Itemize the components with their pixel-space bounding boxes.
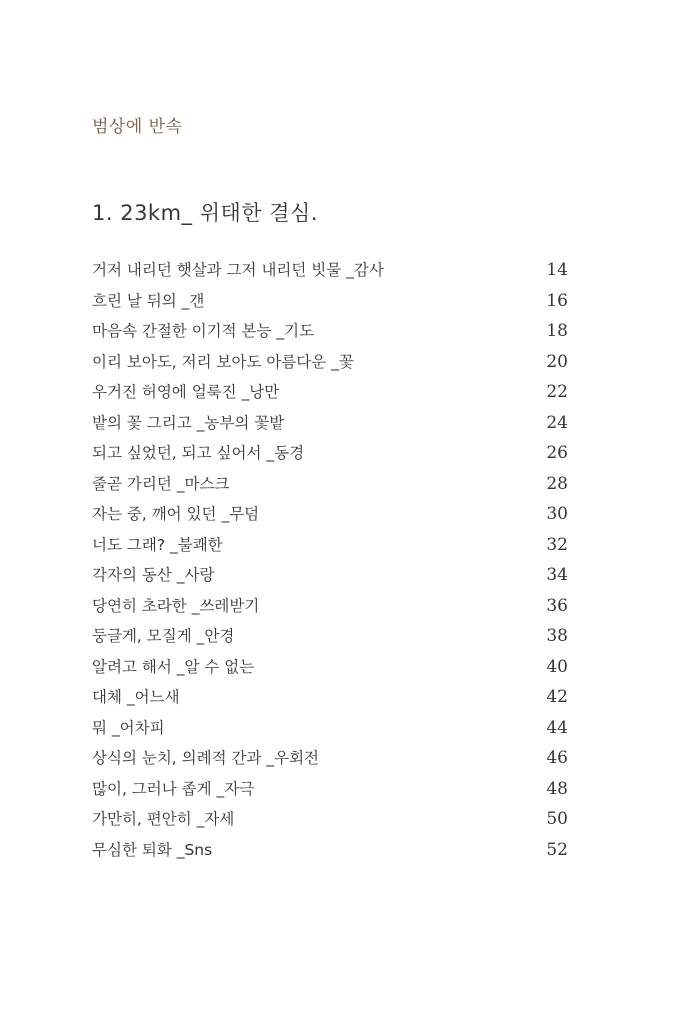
toc-page-number: 18	[546, 321, 568, 341]
toc-page-number: 52	[546, 839, 568, 860]
toc-entry[interactable]	[92, 502, 568, 533]
toc-entry-title: 밭의 꽃 그리고 _농부의 꽃밭	[92, 413, 285, 432]
toc-page-number: 14	[546, 260, 568, 280]
toc-page-number: 20	[546, 351, 568, 372]
toc-page-number: 34	[546, 565, 568, 585]
toc-page-number: 22	[546, 382, 568, 402]
toc-page-number: 30	[546, 504, 568, 524]
toc-entry[interactable]	[92, 380, 568, 411]
toc-entry[interactable]	[92, 258, 568, 289]
toc-entry[interactable]	[92, 441, 568, 472]
book-title: 범상에 반속	[92, 117, 183, 137]
toc-entry[interactable]	[92, 350, 568, 381]
toc-entry[interactable]	[92, 533, 568, 564]
toc-entry[interactable]	[92, 838, 568, 869]
toc-entry-title: 뭐 _어차피	[92, 718, 165, 737]
toc-entry-title: 너도 그래? _불쾌한	[92, 535, 223, 554]
toc-entry-title: 둥글게, 모질게 _안경	[92, 627, 235, 645]
toc-page-number: 48	[546, 778, 568, 799]
toc-entry[interactable]	[92, 563, 568, 594]
toc-entry-title: 각자의 동산 _사랑	[92, 566, 215, 584]
toc-page-number: 46	[546, 748, 568, 768]
chapter-title: 1. 23km_ 위태한 결심.	[92, 201, 319, 225]
toc-entry[interactable]	[92, 624, 568, 655]
toc-entry-title: 되고 싶었던, 되고 싶어서 _동경	[92, 444, 305, 462]
toc-entry[interactable]	[92, 472, 568, 503]
toc-entry-title: 이리 보아도, 저리 보아도 아름다운 _꽃	[92, 352, 354, 371]
toc-entry-title: 알려고 해서 _알 수 없는	[92, 657, 255, 676]
toc-entry[interactable]	[92, 685, 568, 716]
toc-entry-title: 흐린 날 뒤의 _갠	[92, 291, 205, 310]
toc-entry-title: 거저 내리던 햇살과 그저 내리던 빗물 _감사	[92, 261, 384, 279]
toc-page-number: 36	[546, 595, 568, 616]
toc-entry-title: 가만히, 편안히 _자세	[92, 810, 235, 828]
toc-entry[interactable]	[92, 655, 568, 686]
toc-entry-title: 대체 _어느새	[92, 688, 180, 706]
table-of-contents	[92, 258, 568, 868]
toc-entry[interactable]	[92, 594, 568, 625]
toc-entry-title: 많이, 그러나 좁게 _자극	[92, 779, 255, 798]
toc-page-number: 44	[546, 717, 568, 738]
toc-page-number: 24	[546, 412, 568, 433]
toc-entry-title: 우거진 허영에 얼룩진 _낭만	[92, 383, 280, 401]
toc-page-number: 16	[546, 290, 568, 311]
toc-entry[interactable]	[92, 411, 568, 442]
toc-page-number: 32	[546, 534, 568, 555]
toc-page-number: 26	[546, 443, 568, 463]
toc-page-number: 42	[546, 687, 568, 707]
toc-entry[interactable]	[92, 716, 568, 747]
toc-entry-title: 무심한 퇴화 _Sns	[92, 840, 213, 859]
toc-page-number: 50	[546, 809, 568, 829]
toc-entry-title: 상식의 눈치, 의례적 간과 _우회전	[92, 749, 320, 767]
toc-entry-title: 자는 중, 깨어 있던 _무덤	[92, 505, 260, 523]
toc-entry[interactable]	[92, 319, 568, 350]
toc-entry-title: 줄곧 가리던 _마스크	[92, 474, 230, 493]
toc-entry[interactable]	[92, 777, 568, 808]
toc-entry[interactable]	[92, 746, 568, 777]
toc-entry[interactable]	[92, 289, 568, 320]
toc-page-number: 28	[546, 473, 568, 494]
toc-page-number: 40	[546, 656, 568, 677]
toc-page-number: 38	[546, 626, 568, 646]
toc-entry-title: 마음속 간절한 이기적 본능 _기도	[92, 322, 315, 340]
toc-entry-title: 당연히 초라한 _쓰레받기	[92, 596, 260, 615]
toc-entry[interactable]	[92, 807, 568, 838]
